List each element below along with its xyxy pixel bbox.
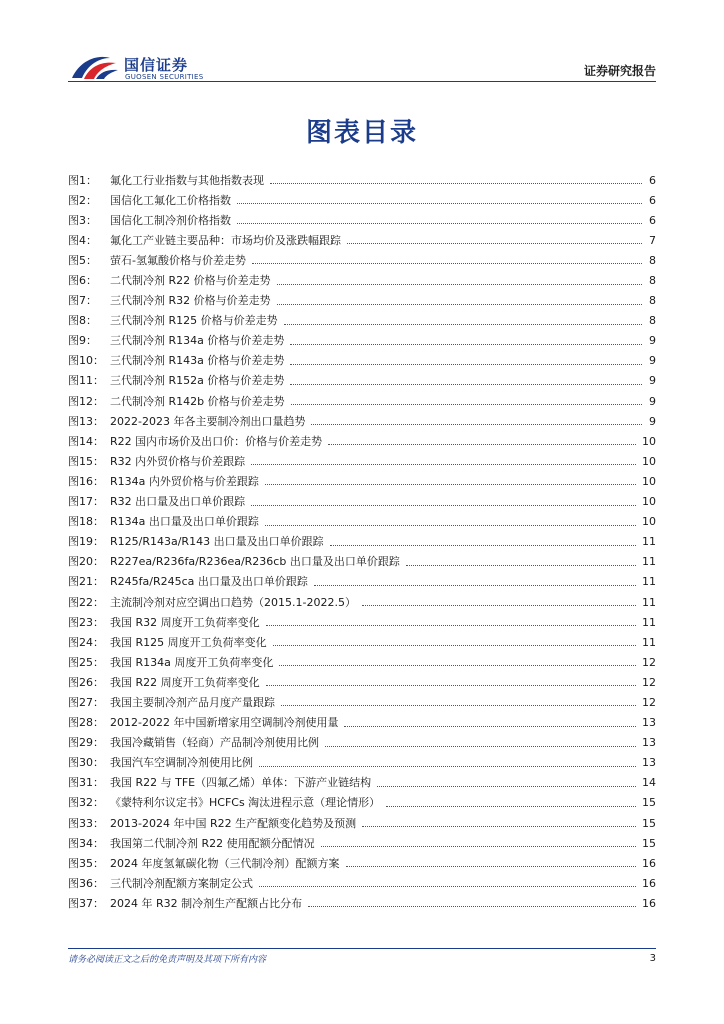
toc-figure-number: 图34： [68,836,104,850]
toc-page-number: 11 [642,575,656,589]
page-header [0,0,724,90]
toc-figure-number: 图30： [68,756,104,770]
footer-divider [68,948,656,949]
toc-page-number: 14 [642,776,656,790]
toc-entry[interactable] [68,532,656,552]
toc-dot-leader [279,664,636,666]
toc-figure-title: 我国 R32 周度开工负荷率变化 [110,615,260,629]
toc-figure-title: R227ea/R236fa/R236ea/R236cb 出口量及出口单价跟踪 [110,555,400,569]
toc-entry[interactable] [68,592,656,612]
toc-figure-title: R32 出口量及出口单价跟踪 [110,495,246,509]
toc-figure-number: 图13： [68,414,104,428]
header-divider [68,81,656,82]
toc-figure-number: 图16： [68,474,104,488]
toc-figure-number: 图31： [68,776,104,790]
toc-figure-number: 图33： [68,816,104,830]
toc-dot-leader [308,905,636,907]
toc-dot-leader [290,343,642,345]
toc-dot-leader [346,865,637,867]
toc-page-number: 10 [642,434,656,448]
toc-figure-number: 图3： [68,213,97,227]
toc-dot-leader [277,283,642,285]
toc-dot-leader [311,423,642,425]
guosen-logo [70,52,210,82]
toc-figure-number: 图12： [68,394,104,408]
toc-figure-title: R245fa/R245ca 出口量及出口单价跟踪 [110,575,308,589]
toc-figure-title: R134a 内外贸价格与价差跟踪 [110,474,259,488]
toc-page-number: 11 [642,615,656,629]
toc-figure-number: 图6： [68,274,97,288]
toc-page-number: 16 [642,896,656,910]
toc-figure-title: 2013-2024 年中国 R22 生产配额变化趋势及预测 [110,816,357,830]
toc-figure-number: 图5： [68,253,97,267]
toc-dot-leader [252,262,642,264]
guosen-logo-icon [70,52,120,82]
toc-page-number: 13 [642,756,656,770]
toc-figure-number: 图24： [68,635,104,649]
toc-figure-number: 图8： [68,314,97,328]
toc-figure-title: 三代制冷剂 R134a 价格与价差走势 [110,334,285,348]
toc-dot-leader [237,202,642,204]
toc-page-number: 6 [649,173,656,187]
toc-dot-leader [277,303,642,305]
toc-figure-title: 我国 R134a 周度开工负荷率变化 [110,655,274,669]
toc-figure-number: 图17： [68,495,104,509]
toc-figure-title: 三代制冷剂配额方案制定公式 [110,876,253,890]
toc-entry[interactable] [68,833,656,853]
toc-entry[interactable] [68,893,656,913]
toc-page-number: 8 [649,314,656,328]
toc-dot-leader [265,524,636,526]
toc-dot-leader [259,885,636,887]
toc-figure-number: 图9： [68,334,97,348]
toc-figure-title: 二代制冷剂 R142b 价格与价差走势 [110,394,285,408]
logo-text-cn: 国信证券 [124,56,189,74]
toc-page-number: 11 [642,555,656,569]
toc-dot-leader [237,222,642,224]
toc-page-number: 8 [649,253,656,267]
logo-text-en: GUOSEN SECURITIES [125,73,204,81]
toc-figure-number: 图25： [68,655,104,669]
toc-entry[interactable] [68,793,656,813]
toc-dot-leader [328,443,636,445]
toc-dot-leader [266,684,636,686]
page-title: 图表目录 [305,118,418,148]
toc-page-number: 9 [649,334,656,348]
toc-page-number: 6 [649,213,656,227]
toc-entry[interactable] [68,210,656,230]
toc-dot-leader [406,564,636,566]
toc-dot-leader [344,725,636,727]
toc-page-number: 11 [642,535,656,549]
toc-figure-number: 图35： [68,856,104,870]
toc-page-number: 12 [642,655,656,669]
toc-entry[interactable] [68,612,656,632]
toc-dot-leader [265,483,636,485]
toc-figure-title: 《蒙特利尔议定书》HCFCs 淘汰进程示意（理论情形） [110,796,381,810]
toc-entry[interactable] [68,733,656,753]
toc-entry[interactable] [68,773,656,793]
toc-page-number: 12 [642,695,656,709]
toc-page-number: 9 [649,354,656,368]
toc-dot-leader [291,403,642,405]
toc-entry[interactable] [68,753,656,773]
toc-entry[interactable] [68,230,656,250]
toc-dot-leader [325,745,636,747]
toc-figure-title: 国信化工氟化工价格指数 [110,193,231,207]
toc-entry[interactable] [68,813,656,833]
toc-figure-number: 图1： [68,173,97,187]
disclaimer-text: 请务必阅读正文之后的免责声明及其项下所有内容 [68,955,267,965]
toc-entry[interactable] [68,572,656,592]
toc-figure-number: 图10： [68,354,104,368]
toc-entry[interactable] [68,451,656,471]
toc-entry[interactable] [68,391,656,411]
toc-entry[interactable] [68,351,656,371]
toc-entry[interactable] [68,311,656,331]
toc-figure-title: 我国主要制冷剂产品月度产量跟踪 [110,695,275,709]
toc-figure-number: 图20： [68,555,104,569]
toc-page-number: 15 [642,816,656,830]
toc-figure-number: 图19： [68,535,104,549]
toc-figure-number: 图2： [68,193,97,207]
toc-entry[interactable] [68,492,656,512]
toc-dot-leader [321,845,636,847]
toc-page-number: 16 [642,876,656,890]
toc-figure-number: 图26： [68,675,104,689]
toc-entry[interactable] [68,411,656,431]
toc-entry[interactable] [68,270,656,290]
toc-page-number: 15 [642,796,656,810]
toc-figure-title: 2022-2023 年各主要制冷剂出口量趋势 [110,414,306,428]
toc-entry[interactable] [68,471,656,491]
toc-figure-title: 我国冷藏销售（轻商）产品制冷剂使用比例 [110,736,319,750]
toc-figure-title: 2024 年度氢氟碳化物（三代制冷剂）配额方案 [110,856,340,870]
toc-figure-title: 2012-2022 年中国新增家用空调制冷剂使用量 [110,716,339,730]
toc-figure-title: 氟化工行业指数与其他指数表现 [110,173,264,187]
toc-page-number: 11 [642,595,656,609]
toc-figure-number: 图7： [68,294,97,308]
toc-entry[interactable] [68,652,656,672]
toc-figure-number: 图27： [68,695,104,709]
toc-figure-title: 三代制冷剂 R152a 价格与价差走势 [110,374,285,388]
toc-figure-number: 图14： [68,434,104,448]
toc-dot-leader [377,785,636,787]
toc-page-number: 10 [642,474,656,488]
toc-entry[interactable] [68,713,656,733]
toc-page-number: 12 [642,675,656,689]
toc-figure-title: 我国 R22 周度开工负荷率变化 [110,675,260,689]
toc-figure-title: 我国 R125 周度开工负荷率变化 [110,635,267,649]
toc-page-number: 13 [642,716,656,730]
toc-figure-title: 我国第二代制冷剂 R22 使用配额分配情况 [110,836,315,850]
toc-page-number: 15 [642,836,656,850]
toc-dot-leader [251,504,636,506]
toc-figure-number: 图22： [68,595,104,609]
toc-entry[interactable] [68,371,656,391]
toc-figure-title: R22 国内市场价及出口价：价格与价差走势 [110,434,323,448]
toc-figure-title: 2024 年 R32 制冷剂生产配额占比分布 [110,896,303,910]
toc-entry[interactable] [68,552,656,572]
toc-entry[interactable] [68,331,656,351]
toc-figure-title: 主流制冷剂对应空调出口趋势（2015.1-2022.5） [110,595,356,609]
toc-figure-number: 图32： [68,796,104,810]
toc-figure-title: 三代制冷剂 R32 价格与价差走势 [110,294,271,308]
toc-page-number: 11 [642,635,656,649]
toc-figure-title: 我国汽车空调制冷剂使用比例 [110,756,253,770]
toc-page-number: 13 [642,736,656,750]
toc-page-number: 10 [642,454,656,468]
toc-page-number: 9 [649,374,656,388]
toc-figure-number: 图23： [68,615,104,629]
toc-dot-leader [251,463,636,465]
toc-figure-number: 图36： [68,876,104,890]
toc-page-number: 10 [642,515,656,529]
toc-entry[interactable] [68,170,656,190]
toc-figure-number: 图4： [68,233,97,247]
toc-entry[interactable] [68,431,656,451]
toc-figure-number: 图37： [68,896,104,910]
report-type-label: 证券研究报告 [583,64,656,78]
toc-dot-leader [362,825,636,827]
toc-page-number: 16 [642,856,656,870]
page-number: 3 [649,953,656,964]
toc-dot-leader [259,765,636,767]
toc-figure-number: 图15： [68,454,104,468]
toc-figure-title: 三代制冷剂 R125 价格与价差走势 [110,314,278,328]
toc-page-number: 7 [649,233,656,247]
toc-figure-number: 图11： [68,374,104,388]
toc-entry[interactable] [68,250,656,270]
toc-dot-leader [347,242,642,244]
toc-entry[interactable] [68,692,656,712]
figure-toc-list [68,170,656,913]
toc-figure-title: 二代制冷剂 R22 价格与价差走势 [110,274,271,288]
toc-entry[interactable] [68,632,656,652]
toc-dot-leader [386,805,636,807]
toc-page-number: 6 [649,193,656,207]
toc-dot-leader [290,363,642,365]
toc-dot-leader [281,704,636,706]
toc-figure-title: 三代制冷剂 R143a 价格与价差走势 [110,354,285,368]
toc-dot-leader [270,182,642,184]
toc-page-number: 9 [649,394,656,408]
toc-dot-leader [266,624,636,626]
toc-dot-leader [290,383,642,385]
toc-figure-title: 氟化工产业链主要品种：市场均价及涨跌幅跟踪 [110,233,341,247]
toc-dot-leader [362,604,636,606]
toc-dot-leader [284,323,642,325]
toc-entry[interactable] [68,672,656,692]
toc-entry[interactable] [68,512,656,532]
toc-entry[interactable] [68,291,656,311]
toc-dot-leader [314,584,636,586]
toc-figure-title: R134a 出口量及出口单价跟踪 [110,515,259,529]
toc-figure-number: 图21： [68,575,104,589]
toc-figure-title: 萤石-氢氟酸价格与价差走势 [110,253,246,267]
toc-figure-title: R32 内外贸价格与价差跟踪 [110,454,246,468]
toc-page-number: 10 [642,495,656,509]
toc-figure-number: 图18： [68,515,104,529]
toc-entry[interactable] [68,190,656,210]
toc-entry[interactable] [68,853,656,873]
toc-page-number: 9 [649,414,656,428]
toc-figure-title: R125/R143a/R143 出口量及出口单价跟踪 [110,535,324,549]
toc-figure-title: 国信化工制冷剂价格指数 [110,213,231,227]
toc-page-number: 8 [649,274,656,288]
toc-entry[interactable] [68,873,656,893]
toc-dot-leader [273,644,636,646]
toc-figure-number: 图28： [68,716,104,730]
toc-dot-leader [330,544,636,546]
toc-figure-title: 我国 R22 与 TFE（四氟乙烯）单体：下游产业链结构 [110,776,372,790]
toc-page-number: 8 [649,294,656,308]
toc-figure-number: 图29： [68,736,104,750]
